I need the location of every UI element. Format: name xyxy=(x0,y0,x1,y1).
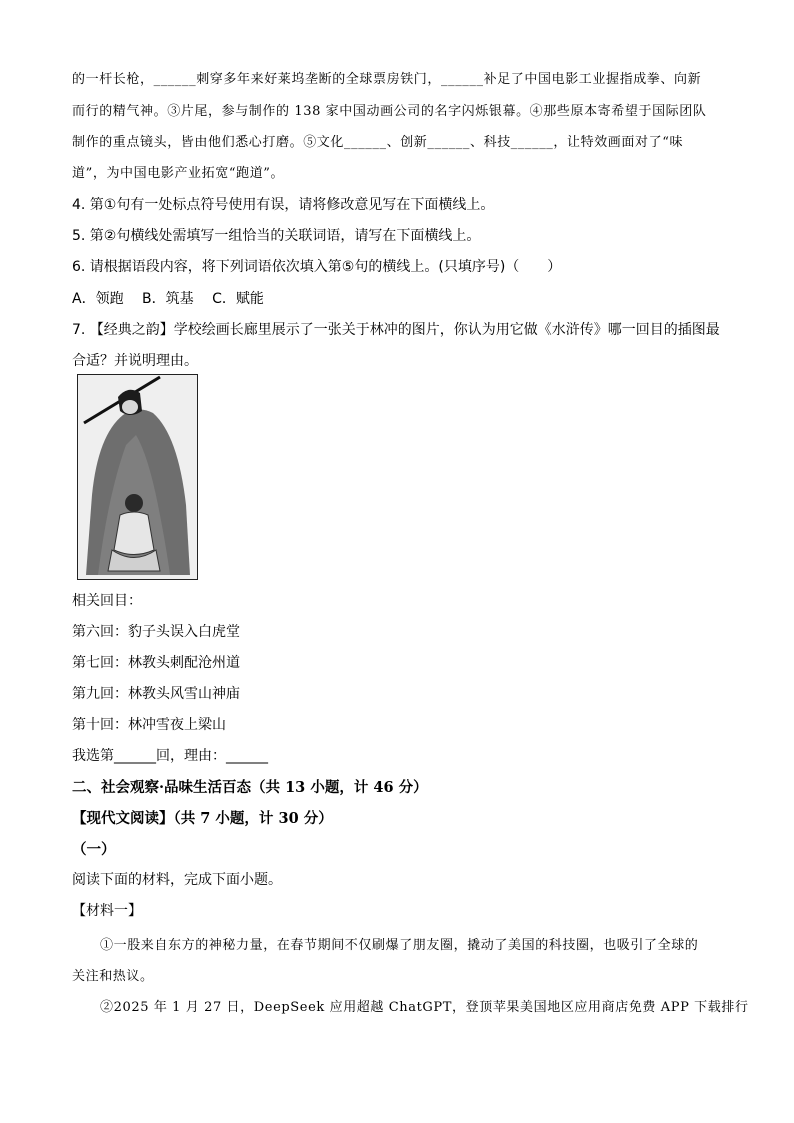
question-6: 6. 请根据语段内容，将下列词语依次填入第⑤句的横线上。(只填序号)（ ） xyxy=(72,259,562,275)
chapter-9: 第九回：林教头风雪山神庙 xyxy=(72,686,240,702)
question-5: 5. 第②句横线处需填写一组恰当的关联词语，请写在下面横线上。 xyxy=(72,228,481,244)
reading-instruction: 阅读下面的材料，完成下面小题。 xyxy=(72,872,282,888)
question-7-line-2: 合适？并说明理由。 xyxy=(72,353,198,369)
question-7-line-1: 7. 【经典之韵】学校绘画长廊里展示了一张关于林冲的图片，你认为用它做《水浒传》哪一回目的插图最 xyxy=(72,322,720,338)
material-paragraph-1-line-1: ①一股来自东方的神秘力量，在春节期间不仅刷爆了朋友圈，撬动了美国的科技圈，也吸引了全球的 xyxy=(100,938,699,953)
chapters-heading: 相关回目： xyxy=(72,593,142,609)
answer-line: 我选第______回，理由：______ xyxy=(72,748,268,764)
chapter-10: 第十回：林冲雪夜上梁山 xyxy=(72,717,226,733)
lin-chong-illustration xyxy=(77,374,198,580)
material-paragraph-1-line-2: 关注和热议。 xyxy=(72,969,154,984)
passage-line-4: 道”，为中国电影产业拓宽“跑道”。 xyxy=(72,166,285,181)
part-number: （一） xyxy=(72,841,116,858)
material-paragraph-2-line-1: ②2025 年 1 月 27 日，DeepSeek 应用超越 ChatGPT，登顶苹果美国地区应用商店免费 APP 下载排行 xyxy=(100,1000,749,1015)
chapter-6: 第六回：豹子头误入白虎堂 xyxy=(72,624,240,640)
question-6-options: A．领跑 B．筑基 C．赋能 xyxy=(72,291,264,307)
passage-line-2: 而行的精气神。③片尾，参与制作的 138 家中国动画公司的名字闪烁银幕。④那些原本寄希望于国际团队 xyxy=(72,104,707,119)
material-label: 【材料一】 xyxy=(72,903,142,919)
passage-line-1: 的一杆长枪，______刺穿多年来好莱坞垄断的全球票房铁门，______补足了中国电影工业握指成拳、向新 xyxy=(72,72,702,87)
passage-line-3: 制作的重点镜头，皆由他们悉心打磨。⑤文化______、创新______、科技______，让特效画面对了“味 xyxy=(72,135,684,150)
section-2-title: 二、社会观察·品味生活百态（共 13 小题，计 46 分） xyxy=(72,779,428,796)
chapter-7: 第七回：林教头刺配沧州道 xyxy=(72,655,240,671)
question-4: 4. 第①句有一处标点符号使用有误，请将修改意见写在下面横线上。 xyxy=(72,197,495,213)
section-2-subtitle: 【现代文阅读】（共 7 小题，计 30 分） xyxy=(72,810,333,827)
lin-chong-drawing xyxy=(78,375,197,579)
